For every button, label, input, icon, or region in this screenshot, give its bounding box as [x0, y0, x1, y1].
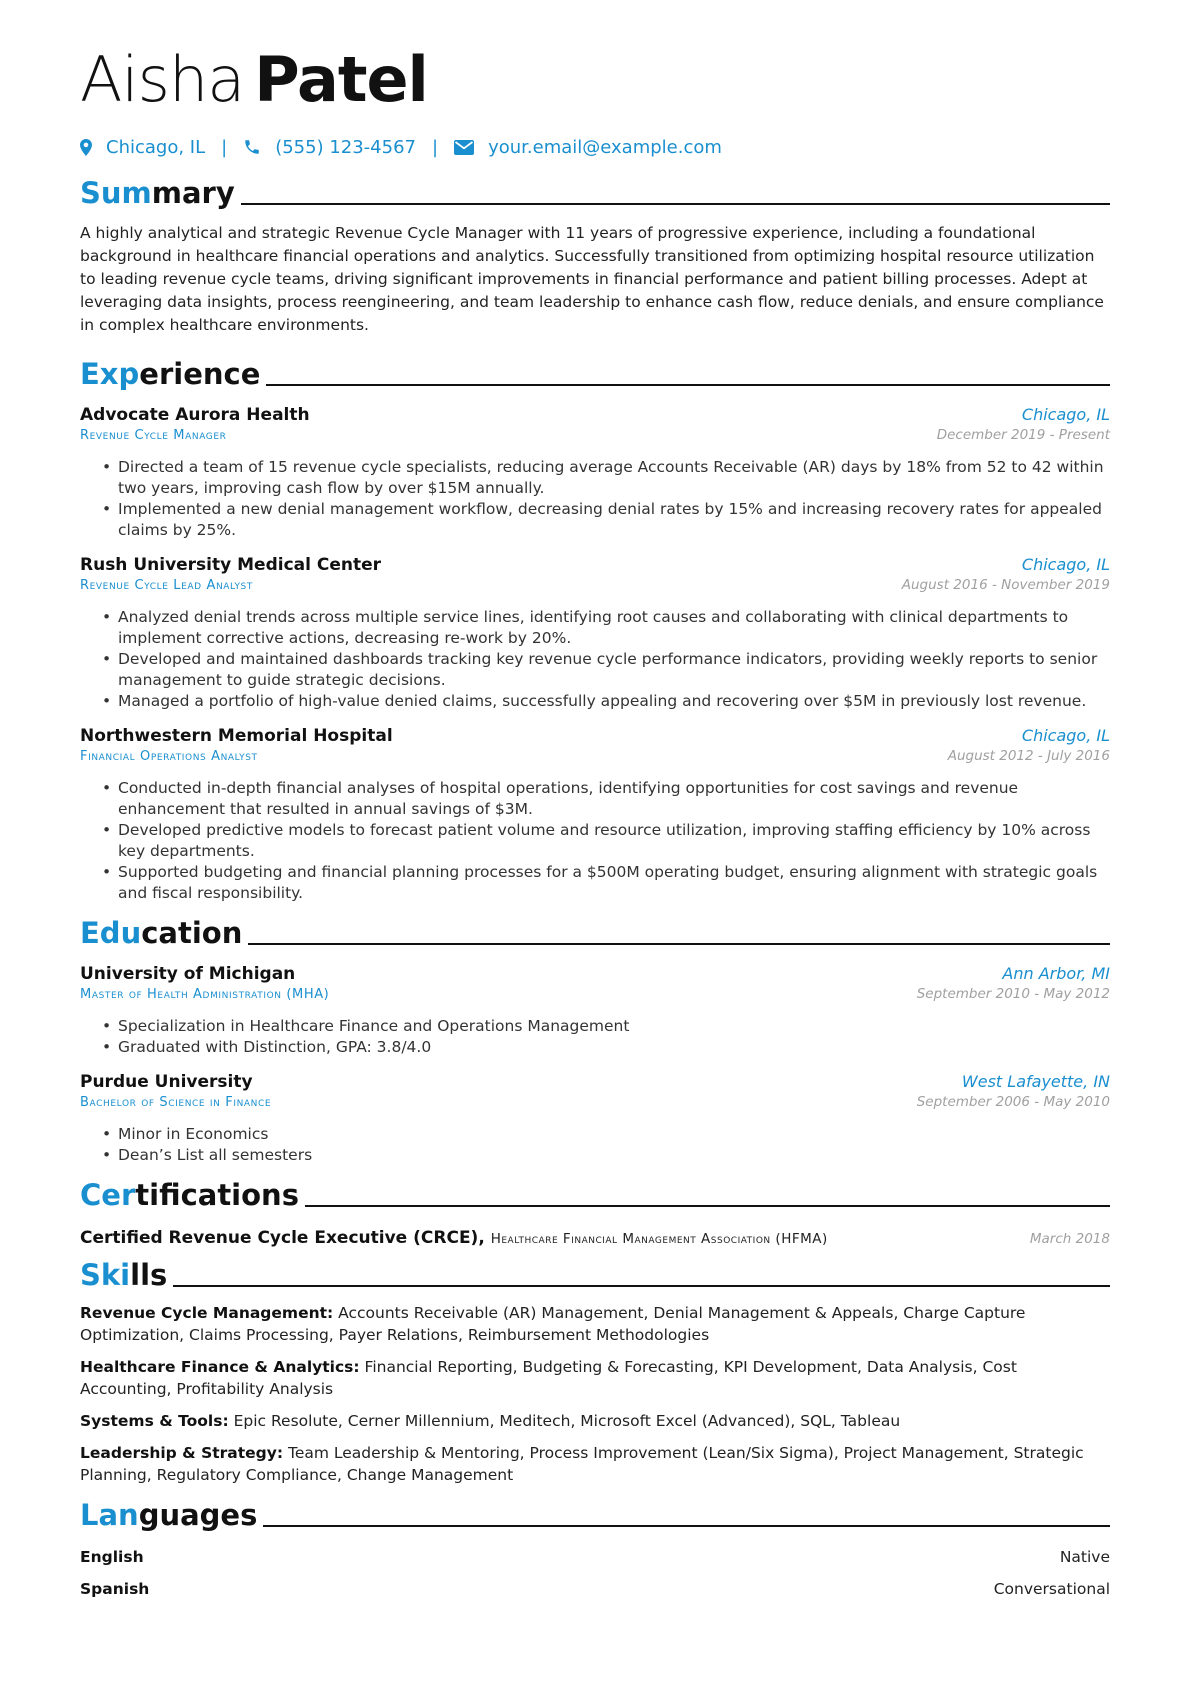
experience-entry — [80, 726, 1110, 904]
contact-separator: | — [432, 136, 439, 158]
list-item: • Managed a portfolio of high-value denied claims, successfully appealing and recovering over $5M in previously lost revenue. — [102, 691, 1110, 712]
skill-group-items: Team Leadership & Mentoring, Process Improvement (Lean/Six Sigma), Project Management, Strategic Planning, Regulatory Compliance, Change Management — [80, 1444, 1084, 1484]
certification-item: Certified Revenue Cycle Executive (CRCE), Healthcare Financial Management Association (HFMA) March 2018 — [80, 1228, 1110, 1248]
section-rule — [305, 1205, 1110, 1207]
skill-group — [80, 1410, 1110, 1432]
list-item: • Minor in Economics — [102, 1124, 1110, 1145]
job-location: Chicago, IL — [1021, 405, 1110, 424]
certification-date: March 2018 — [1029, 1231, 1110, 1247]
language-level: Native — [1059, 1548, 1110, 1566]
skill-group-items: Accounts Receivable (AR) Management, Denial Management & Appeals, Charge Capture Optimization, Claims Processing, Payer Relations, Reimbursement Methodologies — [80, 1304, 1026, 1344]
skill-group-items: Financial Reporting, Budgeting & Forecasting, KPI Development, Data Analysis, Cost Accounting, Profitability Analysis — [80, 1358, 1017, 1398]
list-item: • Graduated with Distinction, GPA: 3.8/4.0 — [102, 1037, 1110, 1058]
section-heading — [80, 1252, 1110, 1292]
list-item: • Specialization in Healthcare Finance and Operations Management — [102, 1016, 1110, 1037]
section-heading — [80, 351, 1110, 391]
degree: Bachelor of Science in Finance — [80, 1095, 272, 1110]
skill-group — [80, 1356, 1110, 1400]
bullet-list — [80, 778, 1110, 904]
list-item: • Conducted in-depth financial analyses of hospital operations, identifying opportunities for cost savings and revenue enhancement that resulted in annual savings of $3M. — [102, 778, 1110, 820]
section-rule — [266, 384, 1110, 386]
job-title: Revenue Cycle Manager — [80, 428, 227, 443]
job-location: Chicago, IL — [1021, 726, 1110, 745]
list-item: • Developed predictive models to forecast patient volume and resource utilization, improving staffing efficiency by 10% across key departments. — [102, 820, 1110, 862]
school-name: Purdue University — [80, 1072, 253, 1092]
language-level: Conversational — [993, 1580, 1110, 1598]
summary-section — [80, 170, 1110, 337]
experience-section — [80, 351, 1110, 904]
experience-entry — [80, 555, 1110, 712]
certification-name: Certified Revenue Cycle Executive (CRCE) — [80, 1228, 479, 1248]
summary-text: A highly analytical and strategic Revenue Cycle Manager with 11 years of progressive experience, including a foundational background in healthcare financial operations and analytics. Successfully transitioned from optimizing hospital resource utilization to leading revenue cycle teams, driving significant improvements in financial performance and patient billing processes. Adept at leveraging data insights, process reengineering, and team leadership to enhance cash flow, reduce denials, and ensure compliance in complex healthcare environments. — [80, 224, 1104, 334]
phone-text: (555) 123-4567 — [275, 136, 416, 158]
list-item: • Developed and maintained dashboards tracking key revenue cycle performance indicators, providing weekly reports to senior management to guide strategic decisions. — [102, 649, 1110, 691]
skill-group-label: Revenue Cycle Management: — [80, 1304, 334, 1322]
section-title: Experience — [80, 357, 261, 391]
list-item: • Dean’s List all semesters — [102, 1145, 1110, 1166]
map-pin-icon — [80, 139, 92, 156]
employer-name: Advocate Aurora Health — [80, 405, 310, 425]
experience-entry — [80, 405, 1110, 541]
job-dates: December 2019 - Present — [936, 427, 1110, 443]
language-name: English — [80, 1548, 144, 1566]
bullet-list — [80, 607, 1110, 712]
envelope-icon — [454, 140, 474, 155]
certifications-section — [80, 1172, 1110, 1248]
contact-bar — [80, 132, 1110, 162]
job-location: Chicago, IL — [1021, 555, 1110, 574]
job-dates: August 2016 - November 2019 — [901, 577, 1110, 593]
language-name: Spanish — [80, 1580, 150, 1598]
section-heading — [80, 1172, 1110, 1212]
skill-group-label: Systems & Tools: — [80, 1412, 229, 1430]
section-title: Skills — [80, 1258, 168, 1292]
candidate-name — [80, 44, 1110, 116]
degree: Master of Health Administration (MHA) — [80, 987, 330, 1002]
email-link: your.email@example.com — [488, 136, 722, 158]
section-heading — [80, 1492, 1110, 1532]
skills-section — [80, 1252, 1110, 1486]
skill-group-items: Epic Resolute, Cerner Millennium, Meditech, Microsoft Excel (Advanced), SQL, Tableau — [233, 1412, 901, 1430]
contact-email[interactable] — [454, 137, 722, 158]
section-title: Languages — [80, 1498, 258, 1532]
last-name: Patel — [254, 43, 428, 116]
phone-icon — [243, 138, 261, 156]
bullet-list — [80, 1124, 1110, 1166]
section-rule — [241, 203, 1110, 205]
languages-section — [80, 1492, 1110, 1600]
school-name: University of Michigan — [80, 964, 296, 984]
contact-location — [80, 137, 205, 158]
section-heading — [80, 170, 1110, 210]
job-dates: August 2012 - July 2016 — [947, 748, 1110, 764]
certification-issuer: Healthcare Financial Management Association (HFMA) — [490, 1231, 828, 1247]
list-item: • Analyzed denial trends across multiple service lines, identifying root causes and collaborating with clinical departments to implement corrective actions, decreasing re-work by 20%. — [102, 607, 1110, 649]
bullet-list — [80, 457, 1110, 541]
section-rule — [173, 1285, 1110, 1287]
skill-group-label: Leadership & Strategy: — [80, 1444, 284, 1462]
language-item — [80, 1578, 1110, 1600]
employer-name: Rush University Medical Center — [80, 555, 382, 575]
section-title: Education — [80, 916, 243, 950]
section-heading — [80, 910, 1110, 950]
bullet-list — [80, 1016, 1110, 1058]
skill-group — [80, 1442, 1110, 1486]
section-rule — [263, 1525, 1110, 1527]
school-location: West Lafayette, IN — [961, 1072, 1110, 1091]
job-title: Financial Operations Analyst — [80, 749, 258, 764]
skill-group — [80, 1302, 1110, 1346]
education-entry — [80, 1072, 1110, 1166]
language-item — [80, 1546, 1110, 1568]
list-item: • Directed a team of 15 revenue cycle specialists, reducing average Accounts Receivable (AR) days by 18% from 52 to 42 within two years, improving cash flow by over $15M annually. — [102, 457, 1110, 499]
education-entry — [80, 964, 1110, 1058]
school-dates: September 2006 - May 2010 — [916, 1094, 1110, 1110]
school-dates: September 2010 - May 2012 — [916, 986, 1110, 1002]
list-item: • Implemented a new denial management workflow, decreasing denial rates by 15% and increasing recovery rates for appealed claims by 25%. — [102, 499, 1110, 541]
contact-phone[interactable] — [243, 137, 416, 158]
education-section — [80, 910, 1110, 1166]
employer-name: Northwestern Memorial Hospital — [80, 726, 393, 746]
skill-group-label: Healthcare Finance & Analytics: — [80, 1358, 360, 1376]
contact-separator: | — [221, 136, 228, 158]
section-title: Certifications — [80, 1178, 299, 1212]
list-item: • Supported budgeting and financial planning processes for a $500M operating budget, ensuring alignment with strategic goals and fiscal responsibility. — [102, 862, 1110, 904]
school-location: Ann Arbor, MI — [1002, 964, 1110, 983]
section-rule — [248, 943, 1110, 945]
job-title: Revenue Cycle Lead Analyst — [80, 578, 253, 593]
section-title: Summary — [80, 176, 235, 210]
location-text: Chicago, IL — [106, 136, 206, 158]
first-name: Aisha — [80, 43, 245, 116]
